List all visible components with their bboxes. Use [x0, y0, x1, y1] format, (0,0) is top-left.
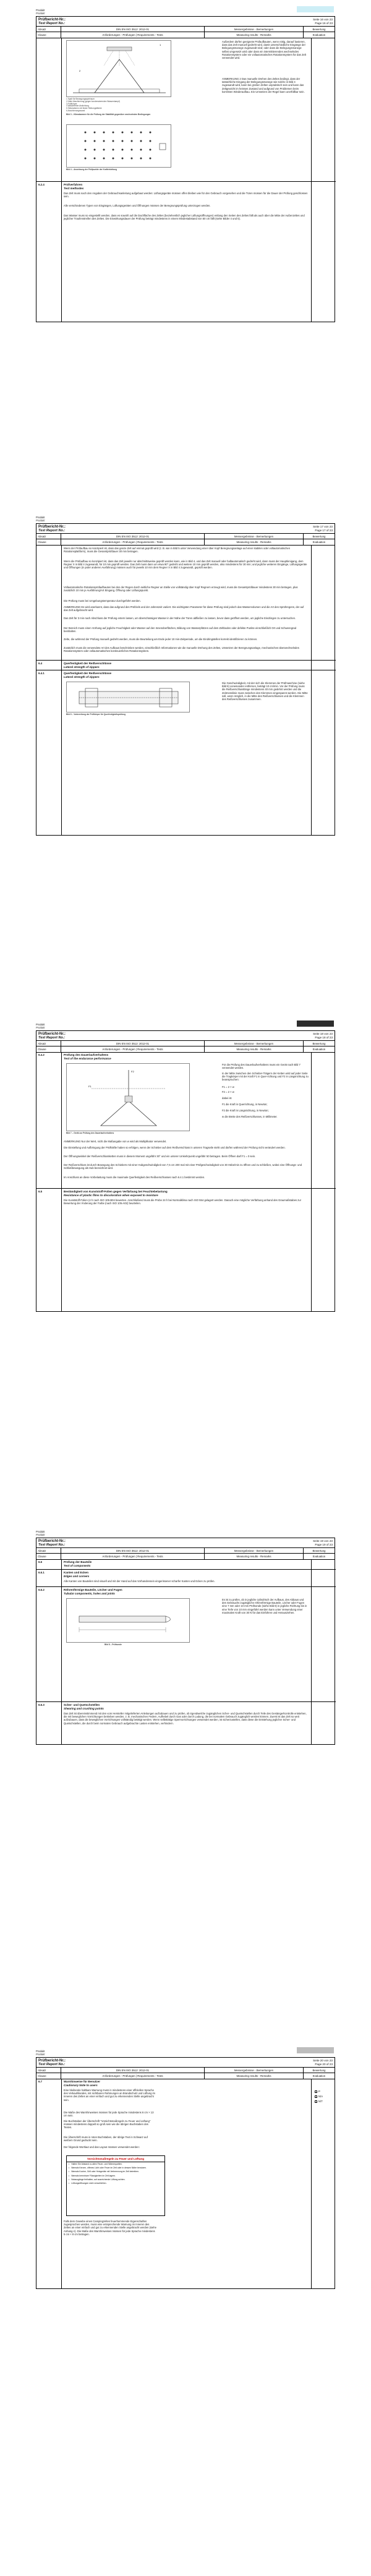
section-row-6-6-1: 6.6.1 Kanten und Ecken Edges and corners Alle Kanten von Bauteilen sind visuell und mit der Hand auf das Vorhandensein eingerissener scharfer Kanten und Ecken zu prüfen.: [36, 1569, 336, 1586]
product-label: Produkt Produkt: [36, 9, 45, 15]
section-row-6-6-2: 6.6.2 Röhrenförmige Bauteile, Löcher und Fugen Tubular components, holes and joints Bild 8 – Prüfsonde Es ist zu prüfen, ob in jegliche zylindrisch der Aufbaus, des Abbaus und des Gebrauchs zugängliche röhrenförmige Bauteile, Löcher oder Fugen eine 7 mm oder 10 mm Prüfsonde (siehe Bild 8) in jegliche Richtung bis in eine Tiefe von 10 mm eingeführt werden kann unter Verwendung einer maximalen Kraft von 30 N für das Einführen und Herausziehen.: [36, 1586, 336, 1701]
checkbox-p[interactable]: P: [315, 2090, 320, 2093]
report-header: Prüfbericht-Nr.: Test Report No.: Seite 20 von 23 Page 20 of 23 Absatz DIN EN ISO 3512: 2012-01 Messergebnisse - Bemerkungen Bewertung Clause Anforderungen - Prüfungen | Requirements - Tests Measuring results - Remarks Evaluation: [36, 2057, 335, 2079]
section-row-6-4-2: 6.4.2 Prüfung des Dauerlaufverhaltens Test of the endurance performance F1 F2 Bild 7 – Gerät zur Prüfung des Dauerlaufverhaltens Für die Prüfung des Dauerlaufverhaltens muss ein Gerät nach Bild 7 verwendet werden. In der Mitte zwischen den Schieber-Trägern der Ketten wird auf jeder Seite die Tragkörper mit der Kraft F1 in Quer-richtung und F2 in Längsrichtung zu beanspruchen: F1 = 2 × w F2 = 2 × w dabei ist F1 die Kraft in Querrichtung, in Newton; F2 die Kraft in Längsrichtung, in Newton; w die Breite des Reißverschlusses, in Millimeter. ANMERKUNG Nur der Wert, nicht die Maßangabe von w wird als Multiplikator verwendet. Die Einstellung und Aufbringung der Prüfkräfte haben so erfolgen, wenn der Schieber auf dem Reißverschluss in unteren Tragseile steht und dürfen während der Prüfung nicht verändert werden. Der Öffnungswinkel der Reißverschlussketten muss in diesem Moment ungefähr 30° und ein unterer Umkehrpunkt ungefähr 50 betragen. Beim Öffnen darf F1 = 0 sein. Der Reißverschluss ist durch Bewegung des Schiebers mit einer Hubgeschwindigkeit von 7,5 cm 200 mal mit einer Prüfgeschwindigkeit von 30 Hübe/min zu öffnen und zu schließen, wobei eine Öffnungs- und Schließbewegung als Hub bezeichnet wird. Im Anschluss an diese Vorbelastung muss die maximale Querfestigkeit des Reißverschlusses nach 6.4.1 bestimmt werden.: [38, 1053, 309, 1179]
color-swatch: [297, 6, 334, 12]
figure-caption: Bild 7 – Gerät zur Prüfung des Dauerlaufverhaltens: [66, 1132, 114, 1134]
svg-text:2: 2: [79, 69, 81, 72]
right-paragraph: Es ist zu prüfen, ob in jegliche zylindrisch der Aufbaus, des Abbaus und des Gebrauchs zugängliche röhrenförmige Bauteile, Löcher oder Fugen eine 7 mm oder 10 mm Prüfsonde (siehe Bild 8) in jegliche Richtung bis in eine Tiefe von 10 mm eingeführt werden kann unter Verwendung einer maximalen Kraft von 30 N für das Einführen und Herausziehen.: [222, 1598, 307, 1614]
product-label: Produkt Produkt: [36, 1530, 45, 1536]
right-paragraph: Die Geschwindigkeit, mit der sich die Klemmen der Prüfmaschine (siehe Bild 6) voneinander entfernen, beträgt 10 cm/min. Vor der Prüfung muss die Reißverschlusslänge mindestens 40 mm gedehnt werden und die Zeitmesslinie muss zwischen den Klemmen eingespannt werden. Die Mitte soll, wenn möglich, in die Mitte des Reißverschlusses und die Klemmen des Reißverschlusses zusammen.: [222, 682, 308, 701]
right-paragraph: Außerdem dürfen geeignete Prüfaufbauten, wenn nötig, darauf basieren, dass das Zelt manuell gedreht wird, damit unterschiedliche Eingänge der Belegungsmanege zugewandt sind; oder dass die Belegungsmanege selbst umgesetzt wird oder dass ein intermittierendes wechselndes Rotationssystem oder ein vollautomatisches Rotationssystem für das Zelt verwendet wird.: [222, 40, 306, 60]
warning-notice-box: Vorsichtsmaßregeln zu Feuer und Lüftung • Halten Sie Abstand zu allen Feuer- und Wärmequellen. • Niemals Kerzen, offenes Licht oder Feuer im Zelt oder in dessen Nähe benutzen. • Niemals Kocher, Grill oder Heizgeräte mit Verbrennung im Zelt betreiben. • Niemals brennbare Flüssigkeiten im Zelt lagern. • Notausgänge freihalten; auf ausreichende Lüftung achten. • Lüftungsöffnungen nicht verschließen.: [66, 2155, 165, 2216]
report-page-17: [0, 507, 371, 1002]
report-page-16: [0, 0, 371, 495]
section-row-6-4-1: 6.4.1 Querfestigkeit der Reißverschlüsse Lateral strength of zippers Bild 6 – Vorbereitung der Prüfkörper für Querfestigkeitsprüfung Die Geschwindigkeit, mit der sich die Klemmen der Prüfmaschine (siehe Bild 6) voneinander entfernen, beträgt 10 cm/min. Vor der Prüfung muss die Reißverschlusslänge mindestens 40 mm gedehnt werden und die Zeitmesslinie muss zwischen den Klemmen eingespannt werden. Die Mitte soll, wenn möglich, in die Mitte des Reißverschlusses und die Klemmen des Reißverschlusses zusammen.: [36, 670, 336, 836]
svg-text:F1: F1: [88, 1085, 92, 1088]
svg-text:F2: F2: [131, 1070, 134, 1073]
color-swatch: [297, 1021, 334, 1027]
zipper-specimen-figure: [66, 682, 190, 712]
climate-chamber-figure: [66, 40, 171, 97]
checkbox-na[interactable]: N/A: [315, 2095, 323, 2098]
report-body: [36, 38, 335, 322]
report-body: [36, 2079, 335, 2289]
checkbox-nt[interactable]: N/T: [315, 2100, 323, 2103]
section-row-6-6-3: 6.6.3 Scher- und Quetschstellen Shearing and crushing points Das Zelt ist übereinstimmend mit den vom Hersteller mitgelieferten Anleitungen aufzubauen und zu prüfen, ob irgendwelche zugänglichen Scher- und Quetschstellen durch Teile des Gestänge/Kontrolle entstehen, die mit beweglichen Vorrichtungen betrieben werden, z. B. mechanischen Federn, Aufhebel durch Gas oder durch Ladung, die bei normalem Gebrauch zugänglich werden können. Zuerst ist das Zelt so weit aufzubauen, dass die beweglichen Vorrichtungen vollständig betätigt werden. Wenn selbsttätige Sperrvorrichtungen verwendet werden, ist sicherzustellen, dass diese die Entstehung jeglicher Scher- und Quetschstellen, die durch beim normalen Gebrauch aufgebrachte Lasten entstehen, verhindern.: [36, 1701, 336, 1745]
right-note: ANMERKUNG 2 Das manuelle Drehen des Zeltes bedingt, dass der tatsächliche Eingang der Belegungsmanege wie solche in Bild 4 zugewandt wird, kann bei großen Zelten unpraktisch sein und kann das Zeltgewicht im heissen Zustand und aufgrund von Problemen beim korrekten Wiederaufbau. Ein Umsetzen der Regel kann unerfüllbar sein.: [222, 77, 305, 93]
report-header: Prüfbericht-Nr.: Test Report No.: Seite 17 von 23 Page 17 of 23 Absatz DIN EN ISO 3512: 2012-01 Messergebnisse - Bemerkungen Bewertung Clause Anforderungen - Prüfungen | Requirements - Tests Measuring results - Remarks Evaluation: [36, 523, 335, 546]
endurance-test-device-figure: [66, 1063, 190, 1131]
report-body: [36, 1052, 335, 1312]
report-page-18: [0, 1014, 371, 1509]
section-row-6-7: 6.7 Warnhinweise für Benutzer Cautionary Note to users Eine bleibende haltbare Warnung muss in mindestens einer offiziellen Sprache des Verkaufslandes, mit sichtbaren Rahmungen an Brandschutz und Lüftung im Inneren des Zeltes an einer einfach und gut zu erkennenden Stelle angebracht sein. Die Maße des Warnhinweises müssen für jede Sprache mindestens 6 cm × 13 cm sein. Die Buchstaben der Überschrift "Vorsichtsmaßregeln zu Feuer und Lüftung" müssen mindestens doppelt so groß sein wie die übrigen Buchstaben des Textes. Die Überschrift muss in roten Buchstaben, der übrige Text in Schwarz auf weißem Grund gedruckt sein. Der folgende Wortlaut und das Layout müssen verwendet werden: Vorsichtsmaßregeln zu Feuer und Lüftung • Halten Sie Abstand zu allen Feuer- und Wärmequellen. • Niemals Kerzen, offenes Licht oder Feuer im Zelt oder in dessen Nähe benutzen. • Niemals Kocher, Grill oder Heizgeräte mit Verbrennung im Zelt betreiben. • Niemals brennbare Flüssigkeiten im Zelt lagern. • Notausgänge freihalten; auf ausreichende Lüftung achten. • Lüftungsöffnungen nicht verschließen. Falls dem Gewebe eines Campingzeltes feuerhemmende Eigenschaften zugesprochen werden, muss eine entsprechende Warnung im Inneren des Zeltes an einer einfach und gut zu erkennenden Stelle angebracht werden (siehe Anhang A). Die Maße des Warnhinweises müssen für jede Sprache mindestens 5 cm × 8 cm betragen. P N/A N/T: [38, 2080, 323, 2236]
figure-caption: Bild 6 – Vorbereitung der Prüfkörper für Querfestigkeitsprüfung: [66, 713, 126, 716]
report-header: Prüfbericht-Nr.: Test Report No.: Seite 19 von 23 Page 19 of 23 Absatz DIN EN ISO 3512: 2012-01 Messergebnisse - Bemerkungen Bewertung Clause Anforderungen - Prüfungen | Requirements - Tests Measuring results - Remarks Evaluation: [36, 1538, 335, 1560]
color-swatch: [297, 2047, 334, 2053]
product-label: Produkt Produkt: [36, 1023, 45, 1029]
report-body: [36, 1559, 335, 1745]
product-label: Produkt Produkt: [36, 516, 45, 522]
figure-caption: Bild 8 – Prüfsonde: [104, 1643, 122, 1646]
figure-legend: 1 Spalt für Bewegungsspielraum 2 Kalte Abschirmung (gegen kondensierenden Wasserdampf) 3 Prüfkörper 4 Wasserfeste Abdichtung 5 Stützrahmen mit fester Reibungsfläche 6 Abschirmungswand Bild 3 – Klimakammer für die Prüfung der Stabilität gegenüber wechselnden Bedingungen: [66, 98, 151, 116]
product-label: Produkt Produkt: [36, 2050, 45, 2056]
report-page-20: [0, 2041, 371, 2576]
section-row-6-4: 6.4 Querfestigkeit der Reißverschlüsse Lateral strength of zippers: [36, 660, 336, 670]
test-probe-figure: [66, 1598, 190, 1643]
report-header: Prüfbericht-Nr.: Test Report No.: Seite 18 von 23 Page 18 of 23 Absatz DIN EN ISO 3512: 2012-01 Messergebnisse - Bemerkungen Bewertung Clause Anforderungen - Prüfungen | Requirements - Tests Measuring results - Remarks Evaluation: [36, 1030, 335, 1053]
figure-caption: Bild 4 – Anordnung der Prüfpunkte der Krafteinleitung: [66, 168, 117, 171]
report-body: Wenn der Prüfaufbau so konzipiert ist, dass das ganze Zelt auf einmal geprüft wird (z. B. wie in Bild 5 unter Verwendung einer über Kopf Beregnungsanlage auf einer stabilen oder vollautomatischen Rotationsplattform), muss die Gesamtprüfdauer 30 min betragen. Wenn die Prüfaufbau so konzipiert ist, dass das Zelt jeweils nur abschnittsweise geprüft werden kann, wie in Bild 4, und das Zelt manuell oder halbautomatisch gedreht wird, dann muss der Hauptlenigang, dem Regner X in Bild 4 zugewandt, für 10 min geprüft werden. Das Zelt muss dann um etwa 90° gedreht und weitere 10 min geprüft werden, also mindestens für 30 min; und jegliche weiteren Eingänge, Lüftungsgeräte und Öffnungen (in jeder anderen Ausführung) müssen auch für jeweils 10 min dem Regner X in Bild 4 zugewandt, geprüft werden. Vollautomatische Rotationsprüfaufbauten bei den der Regen durch seitliche Regner an Stelle von vollständig über Kopf Regnern erzeugt wird, muss die Gesamtprüfdauer mindestens 30 min betragen, plus zusätzlich 10 min je Ausführung/Art Eingang, Öffnung oder Lüftungspunkt. Die Prüfung muss bei Umgebungstemperatur durchgeführt werden. ANMERKUNG Es wird anerkannt, dass das aufgrund des Prüfziels und der Jahreszeit variiert. Die wichtigsten Parameter für diese Prüfung sind jedoch das Wasservolumen und die Art des Sprühregens, der auf das Zelt aufgebracht wird. Das Zelt für 3 min nach Abschluss der Prüfung entern lassen, um überschüssiges Wasser in der Nähe der Türen abfließen zu lassen, bevor dass geöffnet werden, um jegliche Eindringen zu untersuchen. Der Bereich muss einen Vorhang auf jegliche Feuchtigkeit oder Wasser auf den Innenoberflächen, Bildung von Wasserpfützen auf dem Zeltboden oder defekte Punkte einschließlich Ort und Schweregrad beinhalten. Zelte, die während der Prüfung manuell gedreht werden, muss die Beurteilung am Ende jeder 10 min-Zeitperiode, um die Eindringstellen korrekt identifizieren zu können. Zusätzlich muss die verwendete Art des Aufbaus beschrieben werden, einschließlich Informationen wie die manuelle Drehung des Zeltes, Umsetzen der Beregnungsanlage, mechanisches überwechselndes Rotationssystem oder vollautomatisches kontinuierliches Rotationssystem. 6.4 Querfestigkeit der Reißverschlüsse Lateral strength of zippers 6.4.1 Querfestigkeit der Reißverschlüsse Lateral strength of zippers Bild 6 – Vorbereitung der Prüfkörper für Querfestigkeitsprüfung Die Geschwindigkeit, mit der sich die Klemmen der Prüfmaschine (siehe Bild 6) voneinander entfernen, beträgt 10 cm/min. Vor der Prüfung muss die Reißverschlusslänge mindestens 40 mm gedehnt werden und die Zeitmesslinie muss zwischen den Klemmen eingespannt werden. Die Mitte soll, wenn möglich, in die Mitte des Reißverschlusses und die Klemmen des Reißverschlusses zusammen.: [36, 545, 335, 836]
test-points-figure: [66, 124, 171, 168]
section-row-6-2-4: 6.2.4 Prüfverfahren Test methodes Das Zelt muss nach den Angaben der Gebrauchsanleitung aufgebaut werden: Lüftungsgeräte müssen offen bleiben wie für den Gebrauch vorgesehen und die Türen müssen für die Dauer der Prüfung geschlossen sein. Alle verschiedenen Typen von Eingängen, Lüftungsgeräten und Öffnungen müssen der Beregnungsprüfung unterzogen werden. Das Wasser muss so eingestellt werden, dass es sowohl auf die Dachfläche des Zeltes (beziehentlich jeglicher Lüftungsöffnungen) entlang den Seiten des Zeltes fällt als auch über die Mitte der Außenzeltes und jeglicher Traufenstreifen des Zeltes. Die Einwirkungsdauer der Prüfung beträgt mindestens in einem Mindestabstand von 50 cm fällt (siehe Bilder 4 und 5).: [36, 181, 336, 322]
report-header: Prüfbericht-Nr.: Test Report No.: Seite 16 von 23 Page 16 of 23 Absatz DIN EN ISO 3512: 2012-01 Messergebnisse - Bemerkungen Bewertung Clause Anforderungen - Prüfungen | Requirements - Tests Measuring results - Remarks Evaluation: [36, 16, 335, 38]
section-row-6-6: 6.6 Prüfung der Bauteile Test of components: [38, 1560, 92, 1567]
section-row-6-5: 6.5 Beständigkeit von Kunststoff-Folien gegen Verfärbung bei Feuchtebelastung Resistance of plastic films to discoloration when exposed to moisture Die Kunststoff-Folien (4 h nach ISO 105-B04 bewerten. Anschließend muss die Probe 24 h bei Normalklima nach ISO 554 gelagert werden. Danach eine mögliche Verfärbung anhand des Graumaßstabes zur Bewertung der Änderung der Farbe (nach ISO 105-A02) beurteilen.: [36, 1188, 336, 1312]
report-page-19: [0, 1521, 371, 2029]
svg-text:1: 1: [160, 43, 161, 46]
